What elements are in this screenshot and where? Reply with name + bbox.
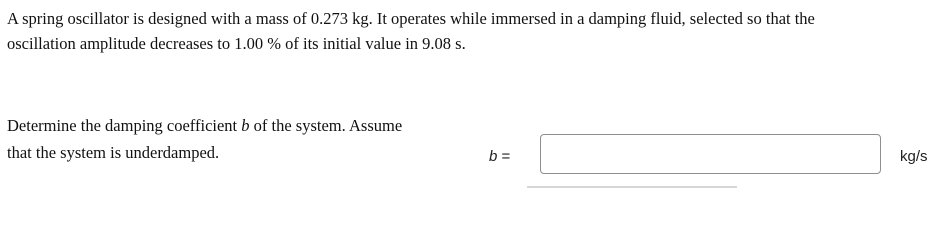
question-line-1 [7,112,447,139]
problem-line-1: A spring oscillator is designed with a mass of 0.273 kg. It operates while immersed in a damping fluid, selected so that the [7,9,815,28]
question-variable: b [241,116,250,135]
answer-unit: kg/s [900,148,928,165]
problem-line-2: oscillation amplitude decreases to 1.00 % of its initial value in 9.08 s. [7,34,466,53]
question-text [7,112,447,166]
problem-statement [7,6,937,56]
answer-equals-sign: = [497,148,511,165]
damping-coefficient-input[interactable] [540,134,881,174]
answer-variable-label [489,148,510,165]
answer-variable: b [489,148,498,165]
divider [527,186,737,188]
question-text-part-1: Determine the damping coefficient [7,116,242,135]
question-line-2: that the system is underdamped. [7,143,220,162]
question-text-part-2: of the system. Assume [249,116,403,135]
